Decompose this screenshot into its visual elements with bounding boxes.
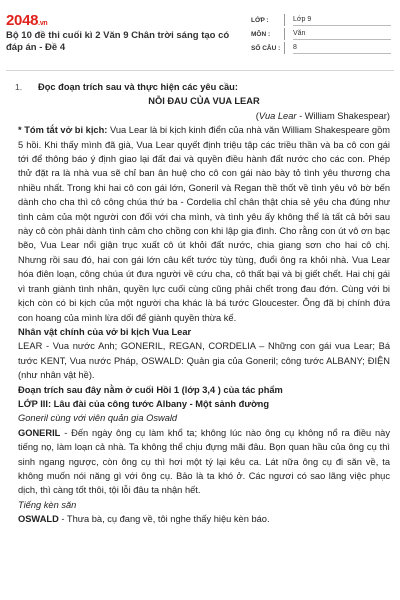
source-author: - William Shakespear) [296,110,390,121]
goneril-line: - Đến ngày ông cụ làm khổ ta; không lúc nào ông cụ không nổ ra điều này tiếng nọ, làm loạn cả nhà. Ta không thể chịu đựng mãi đâu. Bọn quan hầu của ông cụ thì sinh ngang ngược, còn ông cụ thì hơi một tý lại kêu ca. Lát nữa ông cụ đi săn về, ta không muốn nói năng gì với ông cụ. Bảo là ta khó ở. Các ngươi có sao lãng việc phục dịch, thì càng tốt thôi, tội lỗi đâu ta nhận hết. [18,427,390,496]
excerpt-title: NỖI ĐAU CỦA VUA LEAR [148,96,260,107]
excerpt-source [18,109,390,123]
document-title: Bộ 10 đề thi cuối kì 2 Văn 9 Chân trời sáng tạo có đáp án - Đề 4 [6,30,230,53]
meta-separator [284,28,285,40]
question-content [15,80,390,527]
meta-subject-label: MÔN : [251,30,271,38]
question-prompt: Đọc đoạn trích sau và thực hiện các yêu cầu: [38,82,238,92]
meta-separator [284,42,285,54]
summary-text: Vua Lear là bi kịch kinh điển của nhà văn William Shakespeare gồm 5 hồi. Khi thấy mình đã già, Vua Lear quyết định triệu tập các triều thần và ba cô con gái tới để thông báo ý định giao lại đất đai và quyền điều hành đất nước cho các con. Phép thử đặt ra là nhà vua sẽ chỉ ban ân huệ cho cô con gái nào bày tỏ tình yêu thương cha nhiều nhất. Trong khi hai cô con gái lớn, Goneril và Regan thề thốt về tình yêu vô bờ bến dành cho cha thì cô công chúa thứ ba - Cordelia chỉ chân thật chia sẻ yêu cha đúng như tình cảm của một người con đối với cha mình, và tình yêu ấy không thể là tất cả bởi sau này cô còn phải dành tình cảm cho chồng con khi lập gia đình. Cho rằng con út vô ơn bạc bẽo, Vua Lear nổi giận trục xuất cô út khỏi đất nước, chia giang sơn cho hai cô chị. Nhưng rồi sau đó, hai con gái lớn câu kết tước tùy tùng, đuổi ông ra khỏi nhà. Vua Lear hóa điên loạn, công chúa út đưa người về cứu cha, cô thất bại và bị giết chết. Hai chị gái vì tranh giành tình nhân, quyền lực cuối cùng cũng phải chết trong đau đớn. Cùng với bi kịch còn có bi kịch của một người cha khác là bá tước Gloucester. Ông đã bị chính đứa con hoang của mình lừa dối để giành quyền thừa kế. [18,125,390,323]
meta-count-value: 8 [293,42,391,54]
logo-suffix: .vn [38,20,48,27]
excerpt-heading: Đoạn trích sau đây nằm ở cuối Hồi 1 (lớp 3,4 ) của tác phẩm [18,384,283,395]
source-open: ( [255,110,259,121]
question-number: 1. [15,82,23,92]
page-header [0,0,400,68]
speaker-goneril: GONERIL [18,427,61,438]
speaker-oswald: OSWALD [18,514,59,525]
logo-main: 2048 [6,12,39,29]
stage-direction: Tiếng kèn săn [18,499,77,510]
summary-paragraph [18,123,390,325]
exam-meta-panel [251,13,391,55]
scene-heading: LỚP III: Lâu đài của công tước Albany - Một sảnh đường [18,398,270,409]
characters-text: LEAR - Vua nước Anh; GONERIL, REGAN, CORDELIA – Những con gái vua Lear; Bá tước KENT, Vua nước Pháp, OSWALD: Quản gia của Goneril; công tước ALBANY; ĐIỆN (như nhân vật hề). [18,341,390,381]
characters-heading: Nhân vật chính của vở bi kịch Vua Lear [18,326,192,337]
site-logo[interactable] [6,12,47,29]
meta-row-subject [251,27,391,41]
oswald-dialogue [18,512,390,526]
stage-direction: Goneril cùng với viên quản gia Oswald [18,413,178,424]
meta-class-value: Lớp 9 [293,14,391,26]
meta-row-count [251,41,391,55]
meta-count-label: SỐ CÂU : [251,44,281,52]
meta-subject-value: Văn [293,28,391,40]
meta-separator [284,14,285,26]
oswald-line: - Thưa bà, cụ đang về, tôi nghe thấy hiệu kèn báo. [58,514,270,525]
meta-row-class [251,13,391,27]
header-divider [6,70,394,71]
source-work: Vua Lear [258,110,297,121]
goneril-dialogue [18,426,390,498]
summary-label: * Tóm tắt vở bi kịch: [18,125,108,136]
meta-class-label: LỚP : [251,16,269,24]
